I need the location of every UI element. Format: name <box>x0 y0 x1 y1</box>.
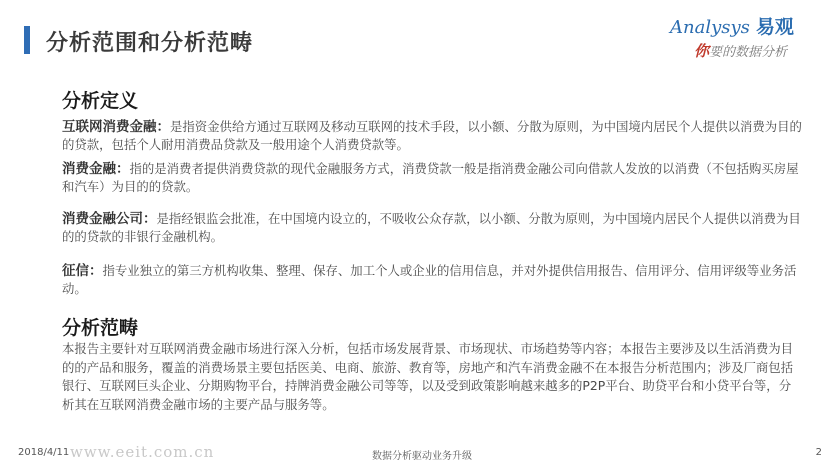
definition-term: 征信： <box>62 263 103 279</box>
footer-watermark: www.eeit.com.cn <box>70 443 215 461</box>
definition-term: 互联网消费金融： <box>62 119 170 135</box>
title-accent-bar <box>24 26 30 54</box>
logo-brand <box>670 12 794 39</box>
definition-text: 指专业独立的第三方机构收集、整理、保存、加工个人或企业的信用信息，并对外提供信用报告、信用评分、信用评级等业务活动。 <box>62 263 797 296</box>
logo-slogan-rest: 要的数据分析 <box>709 45 788 60</box>
section-heading-definitions: 分析定义 <box>62 90 139 112</box>
definition-text: 指的是消费者提供消费贷款的现代金融服务方式，消费贷款一般是指消费金融公司向借款人发放的以消费（不包括购买房屋和汽车）为目的的贷款。 <box>62 161 799 194</box>
footer-tagline: 数据分析驱动业务升级 <box>372 451 472 462</box>
logo-brand-en: Analysys <box>670 17 750 38</box>
definition-text: 是指经银监会批准，在中国境内设立的，不吸收公众存款，以小额、分散为原则，为中国境内居民个人提供以消费为目的的贷款的非银行金融机构。 <box>62 211 801 244</box>
analysys-logo <box>670 12 826 62</box>
definition-term: 消费金融： <box>62 161 130 177</box>
definition-text: 是指资金供给方通过互联网及移动互联网的技术手段，以小额、分散为原则，为中国境内居民个人提供以消费为目的的贷款，包括个人耐用消费品贷款及一般用途个人消费贷款等。 <box>62 119 802 152</box>
page-number: 2 <box>815 447 822 458</box>
definition-term: 消费金融公司： <box>62 211 157 227</box>
footer-date: 2018/4/11 <box>18 447 70 458</box>
scope-paragraph: 本报告主要针对互联网消费金融市场进行深入分析，包括市场发展背景、市场现状、市场趋势等内容；本报告主要涉及以生活消费为目的的产品和服务，覆盖的消费场景主要包括医美、电商、旅游、教育等，房地产和汽车消费金融不在本报告分析范围内；涉及厂商包括银行、互联网巨头企业、分期购物平台，持牌消费金融公司等等，以及受到政策影响越来越多的P2P平台、助贷平台和小贷平台等，分析其在互联网消费金融市场的主要产品与服务等。 <box>62 341 794 412</box>
definition-consumer-finance <box>62 160 802 196</box>
logo-slogan-first: 你 <box>694 42 710 60</box>
page-title: 分析范围和分析范畴 <box>46 31 254 56</box>
logo-slogan <box>694 40 787 61</box>
section-heading-scope: 分析范畴 <box>62 317 139 339</box>
definition-consumer-finance-company <box>62 210 802 246</box>
definition-internet-consumer-finance <box>62 118 802 154</box>
logo-brand-zh: 易观 <box>755 16 794 38</box>
definition-credit-reporting <box>62 262 802 298</box>
